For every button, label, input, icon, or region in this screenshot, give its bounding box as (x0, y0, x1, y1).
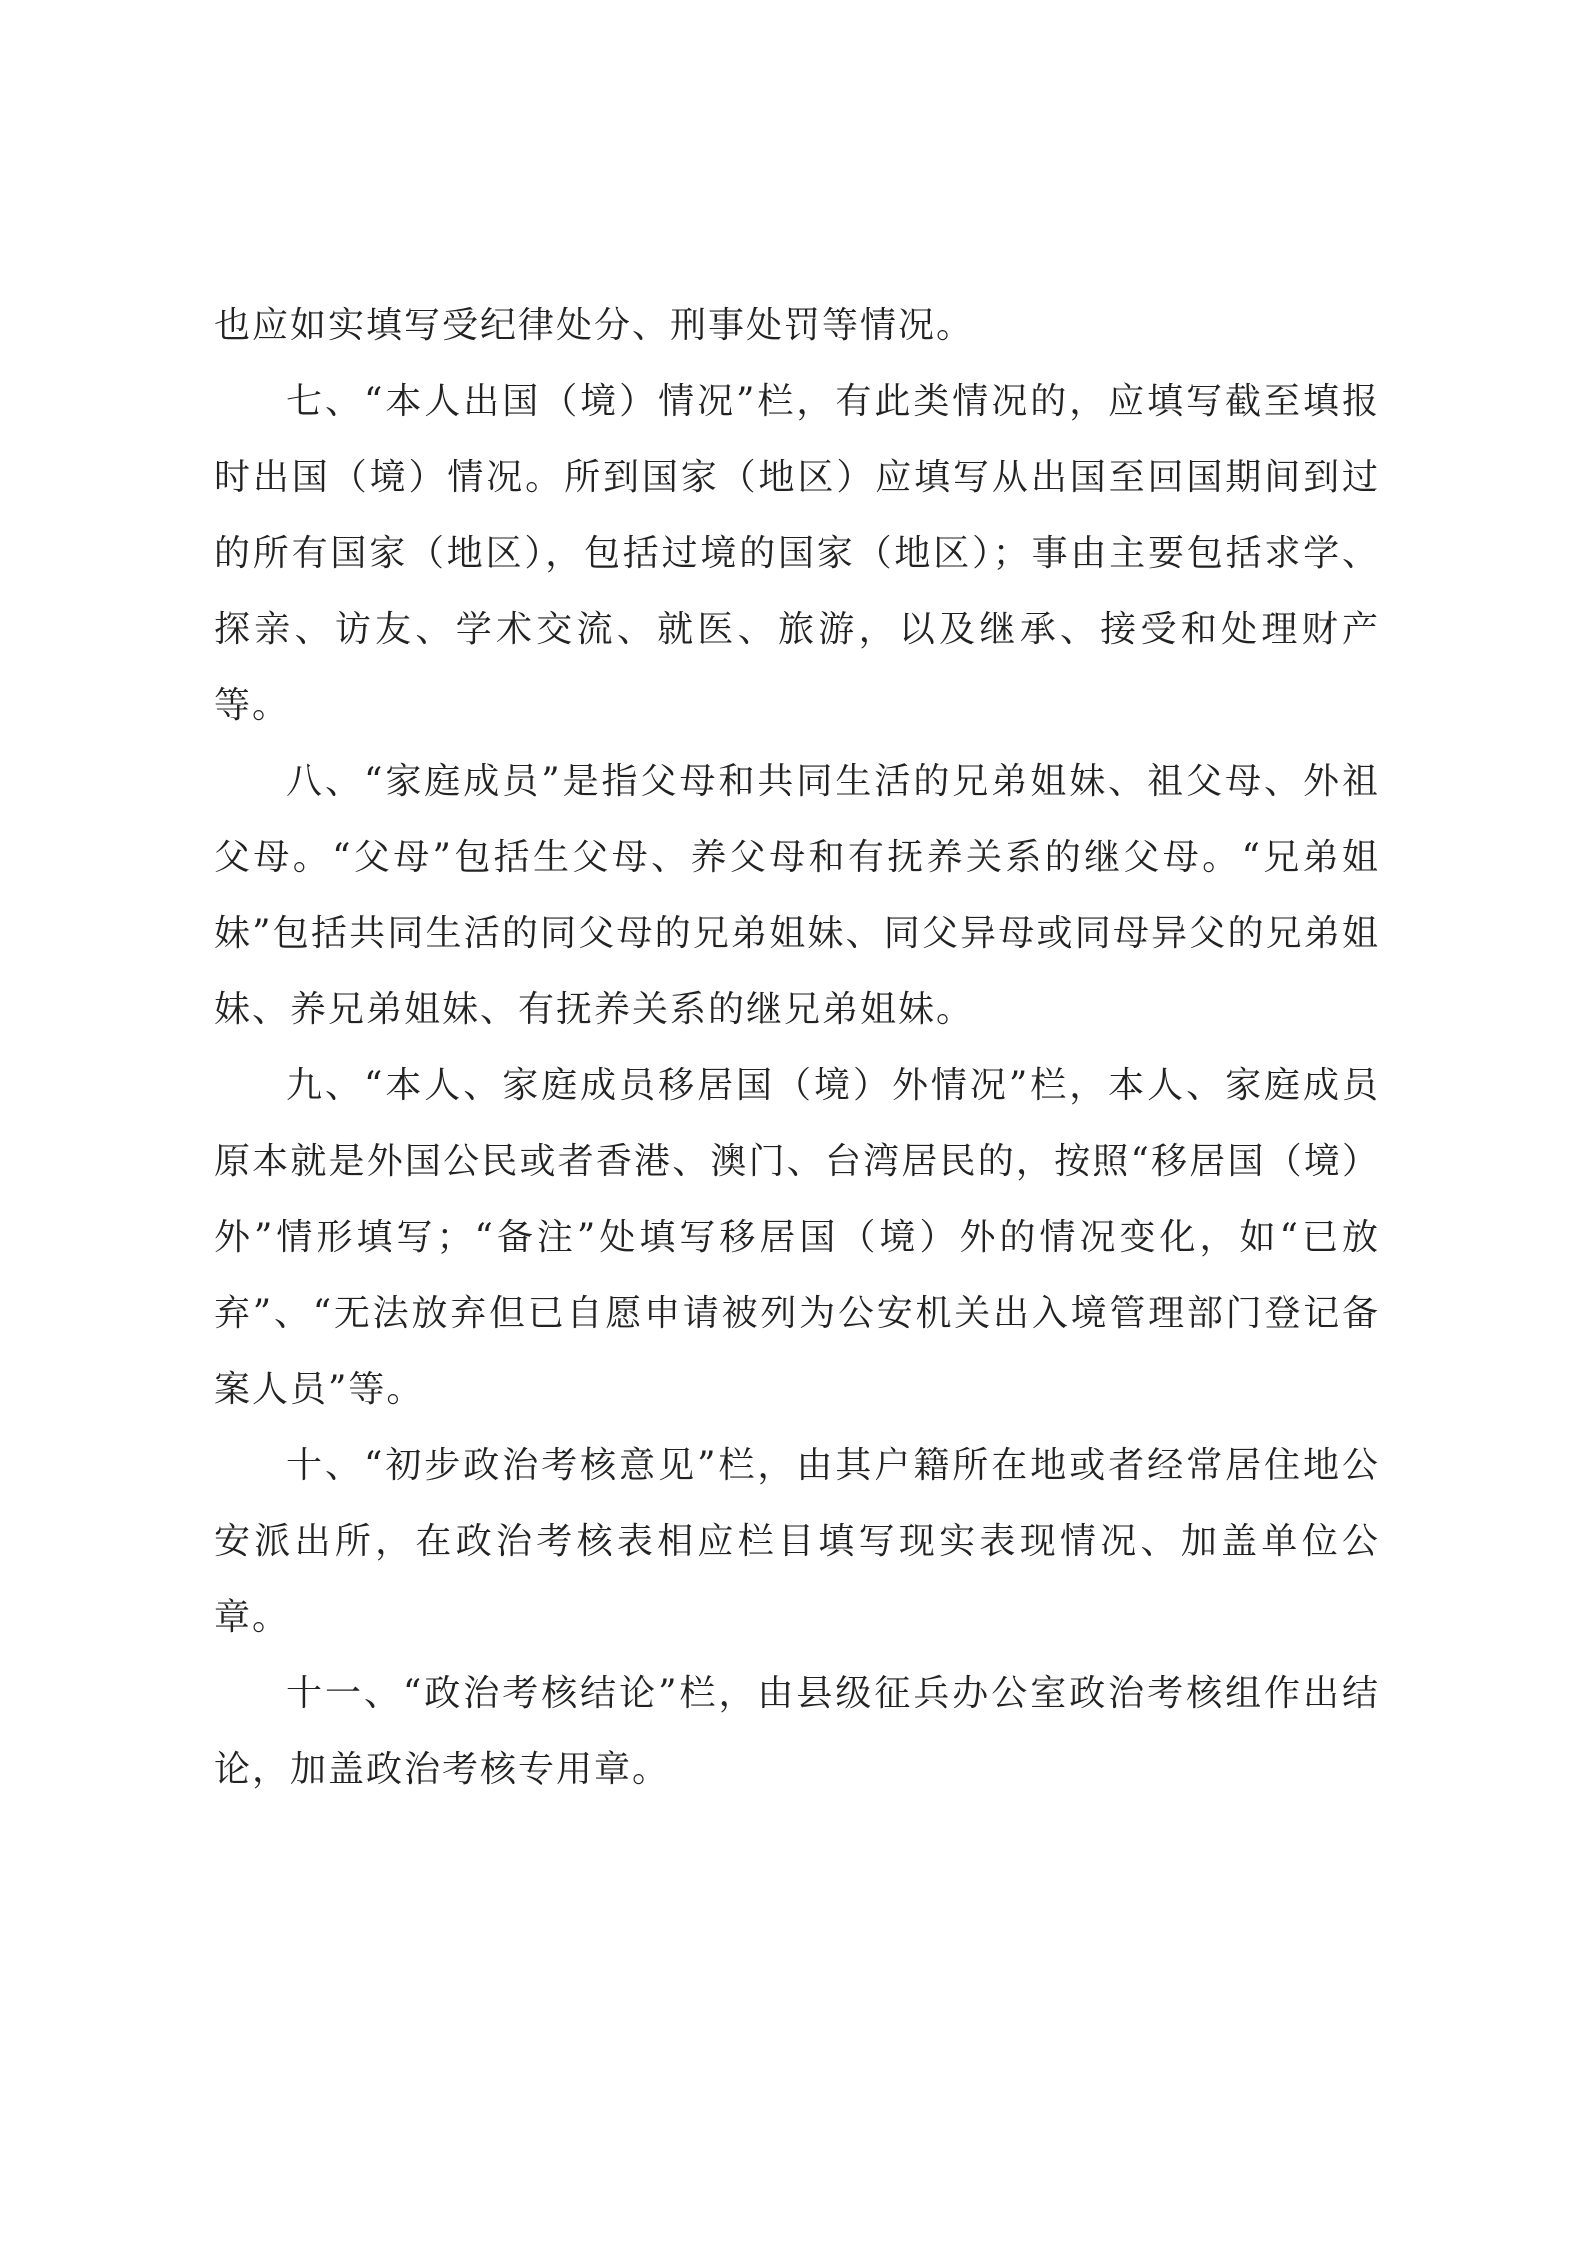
paragraph-section-11: 十一、“政治考核结论”栏，由县级征兵办公室政治考核组作出结论，加盖政治考核专用章。 (214, 1673, 1380, 1790)
paragraph-section-9: 九、“本人、家庭成员移居国（境）外情况”栏，本人、家庭成员原本就是外国公民或者香港、澳门、台湾居民的，按照“移居国（境）外”情形填写；“备注”处填写移居国（境）外的情况变化，如“已放弃”、“无法放弃但已自愿申请被列为公安机关出入境管理部门登记备案人员”等。 (214, 1065, 1380, 1410)
paragraph-continuation: 也应如实填写受纪律处分、刑事处罚等情况。 (214, 305, 975, 346)
paragraph-section-10: 十、“初步政治考核意见”栏，由其户籍所在地或者经常居住地公安派出所，在政治考核表相应栏目填写现实表现情况、加盖单位公章。 (214, 1445, 1380, 1638)
document-body (214, 288, 1380, 1808)
paragraph-section-8: 八、“家庭成员”是指父母和共同生活的兄弟姐妹、祖父母、外祖父母。“父母”包括生父母、养父母和有抚养关系的继父母。“兄弟姐妹”包括共同生活的同父母的兄弟姐妹、同父异母或同母异父的兄弟姐妹、养兄弟姐妹、有抚养关系的继兄弟姐妹。 (214, 761, 1380, 1030)
paragraph-section-7: 七、“本人出国（境）情况”栏，有此类情况的，应填写截至填报时出国（境）情况。所到国家（地区）应填写从出国至回国期间到过的所有国家（地区），包括过境的国家（地区）；事由主要包括求学、探亲、访友、学术交流、就医、旅游，以及继承、接受和处理财产等。 (214, 381, 1380, 726)
